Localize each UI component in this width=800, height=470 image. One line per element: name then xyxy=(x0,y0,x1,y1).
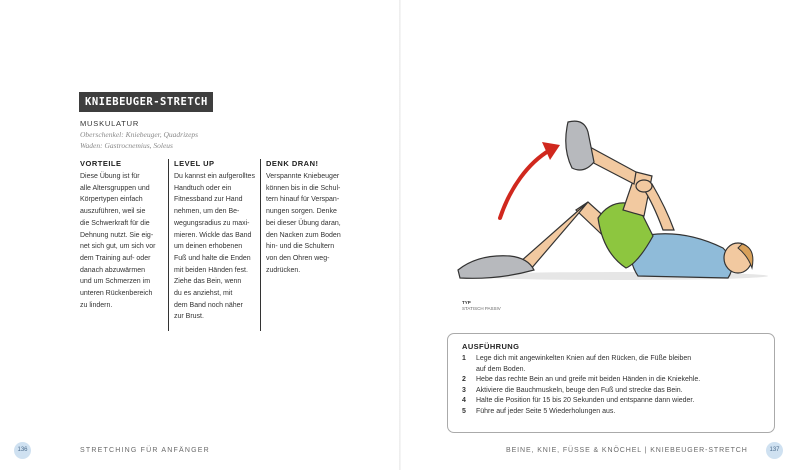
step-item xyxy=(462,407,764,418)
exercise-title: KNIEBEUGER-STRETCH xyxy=(79,92,213,112)
text-line: den Nacken zum Boden xyxy=(266,231,341,239)
text-line: Diese Übung ist für xyxy=(80,173,140,180)
text-line: du es anziehst, mit xyxy=(174,290,233,298)
column-level-up xyxy=(168,159,260,331)
text-line: Du kannst ein aufgerolltes xyxy=(174,173,255,180)
text-line: hin- und die Schultern xyxy=(266,243,335,251)
footer-right: BEINE, KNIE, FÜSSE & KNÖCHEL | KNIEBEUGER-STRETCH xyxy=(506,447,748,454)
muscles-heading: MUSKULATUR xyxy=(80,119,140,128)
type-value: STATISCH PASSIV xyxy=(462,305,501,311)
text-line: dem Training auf- oder xyxy=(80,254,151,262)
text-line: nehmen, um den Be- xyxy=(174,208,240,216)
page-number-right: 137 xyxy=(766,442,783,459)
footer-left: STRETCHING FÜR ANFÄNGER xyxy=(80,447,210,454)
text-line: Lege dich mit angewinkelten Knien auf den Rücken, die Füße bleiben xyxy=(476,355,692,362)
text-line: danach abzuwärmen xyxy=(80,266,145,274)
text-line: Fitnessband zur Hand xyxy=(174,196,243,204)
execution-box xyxy=(447,333,775,433)
text-line: net sich gut, um sich vor xyxy=(80,243,156,251)
step-item xyxy=(462,375,764,386)
text-line: zudrücken. xyxy=(266,266,301,274)
exercise-type-caption xyxy=(462,300,501,311)
text-line: von den Ohren weg- xyxy=(266,254,330,262)
column-title: VORTEILE xyxy=(80,159,122,168)
info-columns xyxy=(80,159,358,331)
step-number: 1 xyxy=(462,355,466,362)
text-line: dem Band noch näher xyxy=(174,301,243,309)
column-text xyxy=(174,171,255,323)
text-line: Ziehe das Bein, wenn xyxy=(174,278,242,286)
step-text: Aktiviere die Bauchmuskeln, beuge den Fuß und strecke das Bein. xyxy=(476,386,683,394)
text-line: Handtuch oder ein xyxy=(174,184,232,192)
step-number: 4 xyxy=(462,397,466,405)
text-line: alle Altersgruppen und xyxy=(80,184,150,192)
text-line: und um Schmerzen im xyxy=(80,278,151,286)
text-line: mit beiden Händen fest. xyxy=(174,266,248,274)
hand xyxy=(636,180,652,192)
step-item xyxy=(462,396,764,407)
text-line: können bis in die Schul- xyxy=(266,184,341,192)
muscles-secondary: Waden: Gastrocnemius, Soleus xyxy=(80,140,173,150)
text-line: tern hinauf für Verspan- xyxy=(266,196,340,204)
step-number: 3 xyxy=(462,386,466,394)
execution-title: AUSFÜHRUNG xyxy=(462,342,520,351)
column-text xyxy=(266,171,347,276)
text-line: mieren. Wickle das Band xyxy=(174,231,252,239)
text-line: Dehnung nutzt. Sie eig- xyxy=(80,231,154,239)
column-text xyxy=(80,171,163,311)
stretch-illustration xyxy=(438,118,770,303)
step-number: 2 xyxy=(462,376,466,384)
text-line: auszuführen, weil sie xyxy=(80,208,146,216)
text-line: Körpertypen einfach xyxy=(80,196,143,204)
step-text: Halte die Position für 15 bis 20 Sekunden und entspanne dann wieder. xyxy=(476,397,695,405)
text-line: um deinen erhobenen xyxy=(174,243,243,251)
step-item xyxy=(462,386,764,397)
step-text: Hebe das rechte Bein an und greife mit beiden Händen in die Kniekehle. xyxy=(476,376,701,384)
text-line: wegungsradius zu maxi- xyxy=(174,219,250,227)
muscles-section xyxy=(80,119,380,151)
step-text xyxy=(476,354,691,375)
book-spine xyxy=(399,0,401,470)
ground-leg-shin xyxy=(520,202,588,270)
text-line: unteren Rückenbereich xyxy=(80,290,153,298)
column-benefits xyxy=(80,159,168,331)
step-number: 5 xyxy=(462,407,466,415)
text-line: zu lindern. xyxy=(80,301,113,309)
step-item xyxy=(462,354,764,375)
text-line: Fuß und halte die Enden xyxy=(174,254,251,262)
type-label: TYP xyxy=(462,300,471,305)
text-line: bei dieser Übung daran, xyxy=(266,219,341,227)
muscles-primary: Oberschenkel: Kniebeuger, Quadrizeps xyxy=(80,130,199,139)
column-title: DENK DRAN! xyxy=(266,159,319,168)
text-line: Verspannte Kniebeuger xyxy=(266,173,340,180)
page-number-left: 136 xyxy=(14,442,31,459)
text-line: auf dem Boden. xyxy=(476,365,526,373)
text-line: die Schwerkraft für die xyxy=(80,219,150,227)
column-remember xyxy=(260,159,352,331)
text-line: zur Brust. xyxy=(174,313,204,321)
motion-arrow xyxy=(500,150,550,218)
raised-shoe xyxy=(566,121,594,170)
text-line: nungen sorgen. Denke xyxy=(266,208,337,216)
step-text: Führe auf jeder Seite 5 Wiederholungen aus. xyxy=(476,407,616,415)
column-title: LEVEL UP xyxy=(174,159,215,168)
